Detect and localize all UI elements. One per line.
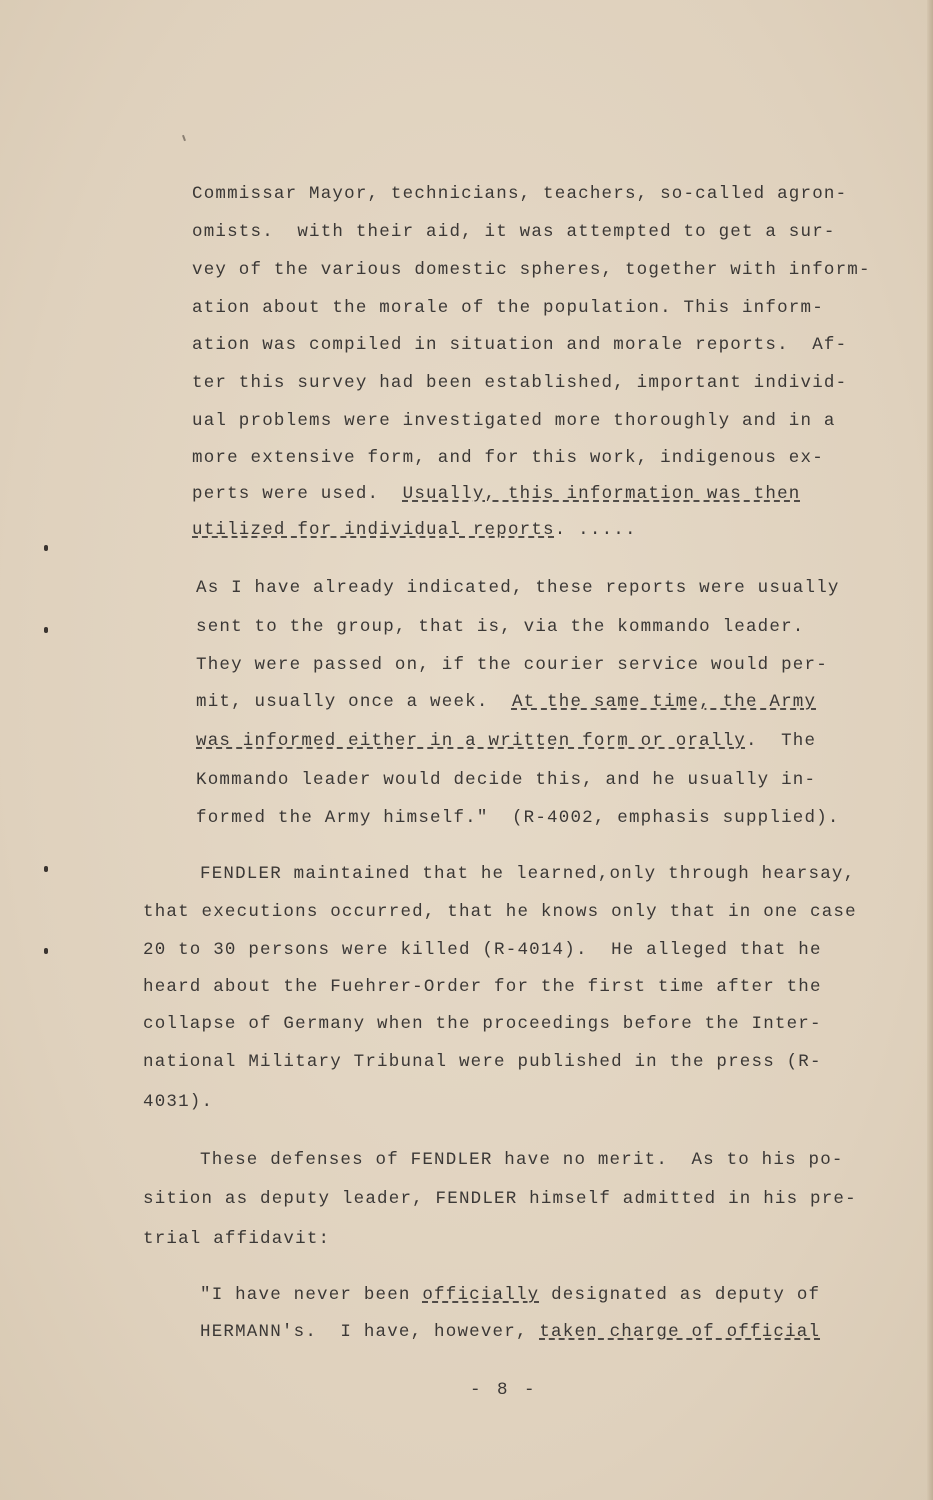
text-line: They were passed on, if the courier service would per-: [196, 655, 828, 675]
underlined-text: taken charge of official: [539, 1322, 821, 1342]
binder-hole: [44, 866, 48, 872]
text-line: omists. with their aid, it was attempted to get a sur-: [192, 222, 836, 242]
binder-hole: [44, 948, 48, 954]
text-line: ation was compiled in situation and morale reports. Af-: [192, 335, 848, 355]
text-line: As I have already indicated, these reports were usually: [196, 578, 840, 598]
binder-hole: [44, 627, 48, 633]
underlined-text: Usually, this information was then: [402, 484, 801, 504]
text-line: [196, 692, 816, 712]
underlined-text: officially: [422, 1285, 540, 1305]
text-line: collapse of Germany when the proceedings before the Inter-: [143, 1014, 822, 1034]
underlined-text: At the same time, the Army: [511, 692, 817, 712]
text-line: national Military Tribunal were published in the press (R-: [143, 1052, 822, 1072]
text-line: ter this survey had been established, important individ-: [192, 373, 848, 393]
plain-text: . .....: [554, 520, 637, 540]
plain-text: HERMANN's. I have, however,: [200, 1322, 540, 1342]
text-line: 20 to 30 persons were killed (R-4014). He alleged that he: [143, 940, 822, 960]
page-edge: [927, 0, 933, 1500]
text-line: ual problems were investigated more thoroughly and in a: [192, 411, 836, 431]
paper-speck: [182, 135, 186, 141]
text-line: FENDLER maintained that he learned,only through hearsay,: [200, 864, 856, 884]
plain-text: designated as deputy of: [539, 1285, 821, 1305]
text-line: trial affidavit:: [143, 1229, 331, 1249]
text-line: vey of the various domestic spheres, together with inform-: [192, 260, 871, 280]
text-line: ation about the morale of the population. This inform-: [192, 298, 824, 318]
text-line: 4031).: [143, 1092, 214, 1112]
text-line: Kommando leader would decide this, and he usually in-: [196, 770, 817, 790]
underlined-text: was informed either in a written form or orally: [196, 731, 746, 751]
text-line: sent to the group, that is, via the kommando leader.: [196, 617, 805, 637]
text-line: [200, 1322, 820, 1342]
text-line: that executions occurred, that he knows only that in one case: [143, 902, 857, 922]
text-line: heard about the Fuehrer-Order for the first time after the: [143, 977, 822, 997]
plain-text: "I have never been: [200, 1285, 423, 1305]
plain-text: mit, usually once a week.: [196, 692, 512, 712]
text-line: These defenses of FENDLER have no merit. As to his po-: [200, 1150, 844, 1170]
text-line: [196, 731, 816, 751]
text-line: sition as deputy leader, FENDLER himself admitted in his pre-: [143, 1189, 857, 1209]
text-line: Commissar Mayor, technicians, teachers, so-called agron-: [192, 184, 848, 204]
page-number: - 8 -: [470, 1380, 538, 1400]
text-line: [192, 484, 801, 504]
plain-text: perts were used.: [192, 484, 403, 504]
text-line: [192, 520, 637, 540]
underlined-text: utilized for individual reports: [192, 520, 555, 540]
binder-hole: [44, 545, 48, 551]
text-line: formed the Army himself." (R-4002, emphasis supplied).: [196, 808, 840, 828]
text-line: [200, 1285, 820, 1305]
plain-text: . The: [745, 731, 817, 751]
text-line: more extensive form, and for this work, indigenous ex-: [192, 448, 824, 468]
